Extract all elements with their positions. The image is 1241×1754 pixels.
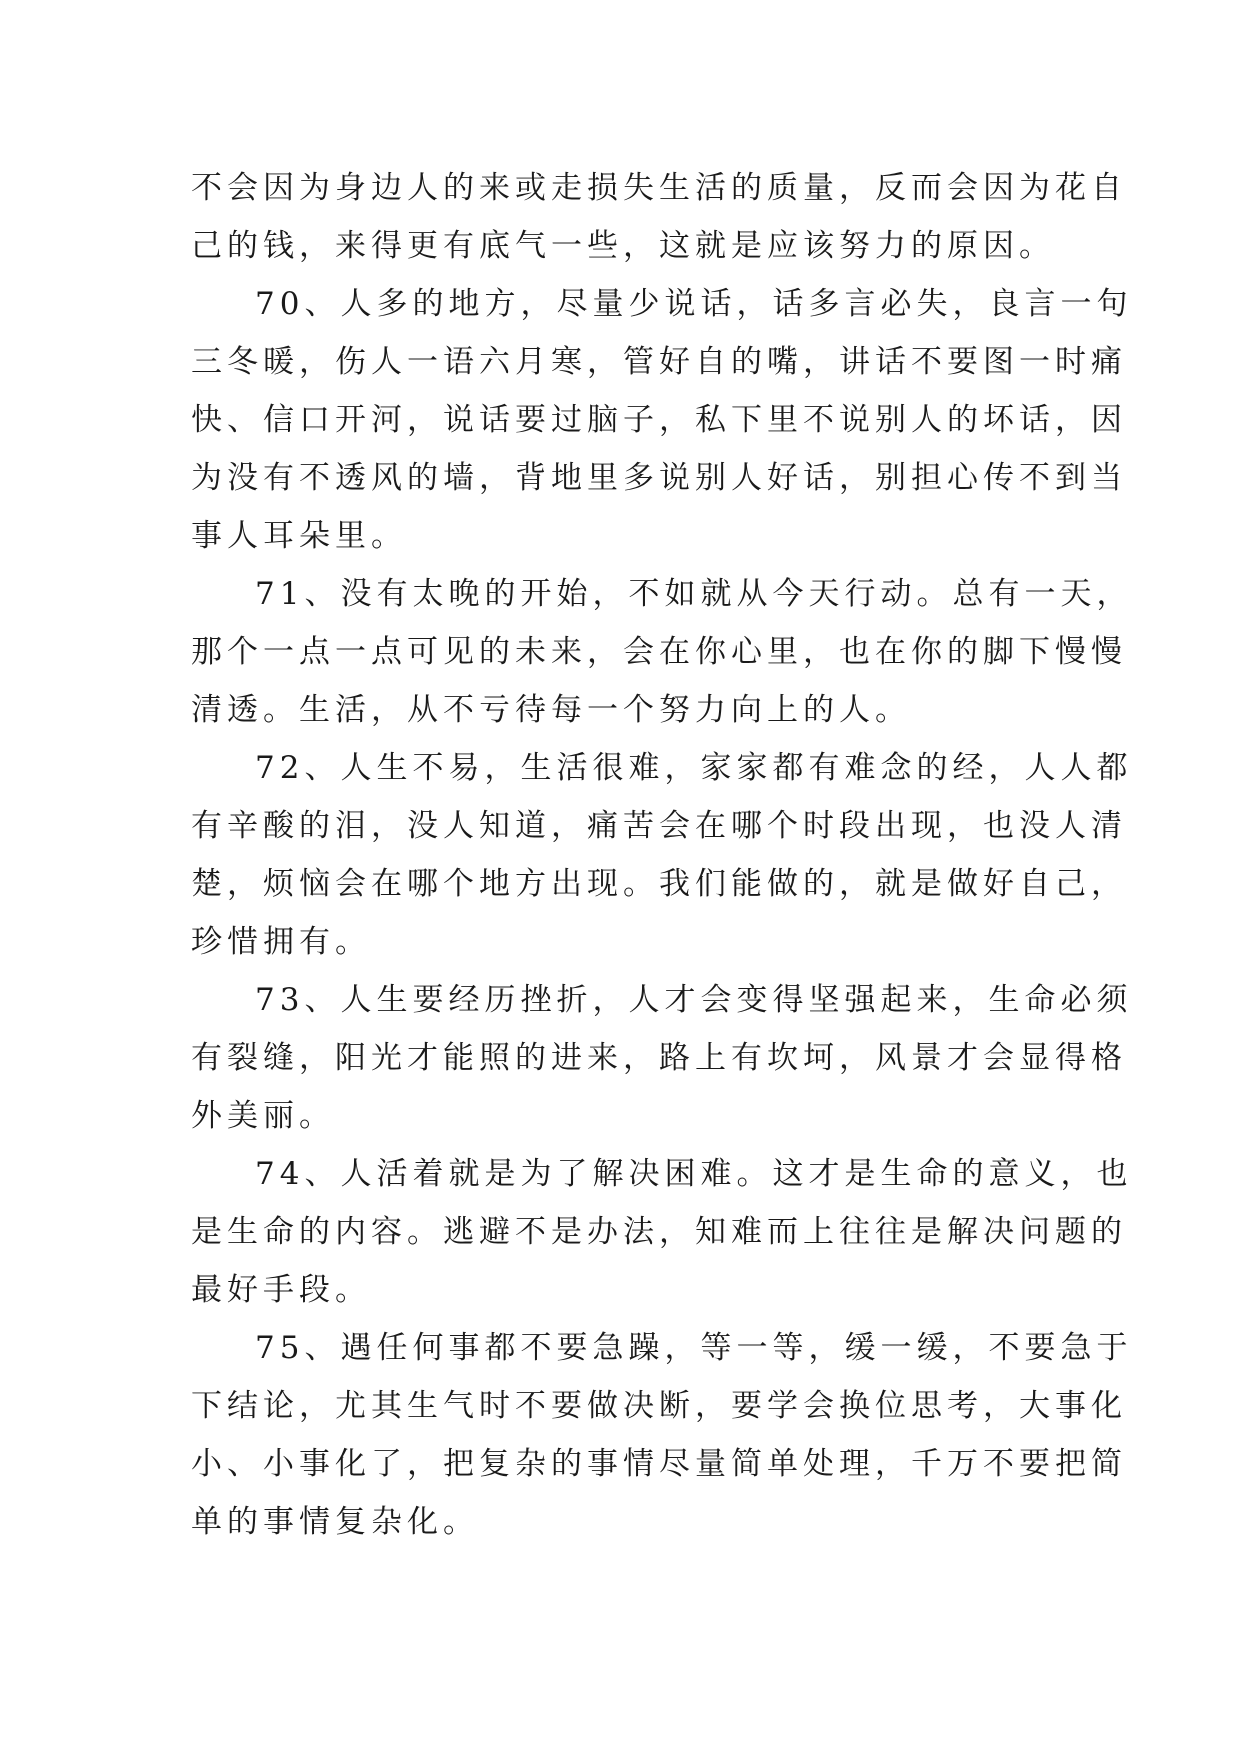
text-line: 最好手段。: [191, 1272, 371, 1308]
text-line: 72、人生不易，生活很难，家家都有难念的经，人人都: [255, 750, 1133, 786]
text-line: 为没有不透风的墙，背地里多说别人好话，别担心传不到当: [191, 460, 1127, 496]
text-line: 清透。生活，从不亏待每一个努力向上的人。: [191, 692, 911, 728]
text-line: 珍惜拥有。: [191, 924, 371, 960]
text-line: 是生命的内容。逃避不是办法，知难而上往往是解决问题的: [191, 1214, 1127, 1250]
text-line: 有裂缝，阳光才能照的进来，路上有坎坷，风景才会显得格: [191, 1040, 1127, 1076]
text-line: 小、小事化了，把复杂的事情尽量简单处理，千万不要把简: [191, 1446, 1127, 1482]
paragraph: [191, 1319, 1133, 1551]
text-line: 有辛酸的泪，没人知道，痛苦会在哪个时段出现，也没人清: [191, 808, 1127, 844]
text-line: 71、没有太晚的开始，不如就从今天行动。总有一天，: [255, 576, 1133, 612]
text-line: 73、人生要经历挫折，人才会变得坚强起来，生命必须: [255, 982, 1133, 1018]
text-line: 下结论，尤其生气时不要做决断，要学会换位思考，大事化: [191, 1388, 1127, 1424]
text-line: 三冬暖，伤人一语六月寒，管好自的嘴，讲话不要图一时痛: [191, 344, 1127, 380]
text-line: 快、信口开河，说话要过脑子，私下里不说别人的坏话，因: [191, 402, 1127, 438]
text-line: 单的事情复杂化。: [191, 1504, 479, 1540]
text-line: 外美丽。: [191, 1098, 335, 1134]
text-line: 那个一点一点可见的未来，会在你心里，也在你的脚下慢慢: [191, 634, 1127, 670]
paragraph: [191, 971, 1133, 1145]
text-line: 不会因为身边人的来或走损失生活的质量，反而会因为花自: [191, 170, 1127, 206]
paragraph: [191, 275, 1133, 565]
paragraph: [191, 159, 1127, 275]
text-line: 楚，烦恼会在哪个地方出现。我们能做的，就是做好自己，: [191, 866, 1127, 902]
text-line: 己的钱，来得更有底气一些，这就是应该努力的原因。: [191, 228, 1055, 264]
text-line: 事人耳朵里。: [191, 518, 407, 554]
document-body: [191, 159, 1133, 1551]
text-line: 70、人多的地方，尽量少说话，话多言必失，良言一句: [255, 286, 1133, 322]
paragraph: [191, 739, 1133, 971]
text-line: 74、人活着就是为了解决困难。这才是生命的意义，也: [255, 1156, 1133, 1192]
paragraph: [191, 565, 1133, 739]
text-line: 75、遇任何事都不要急躁，等一等，缓一缓，不要急于: [255, 1330, 1133, 1366]
paragraph: [191, 1145, 1133, 1319]
